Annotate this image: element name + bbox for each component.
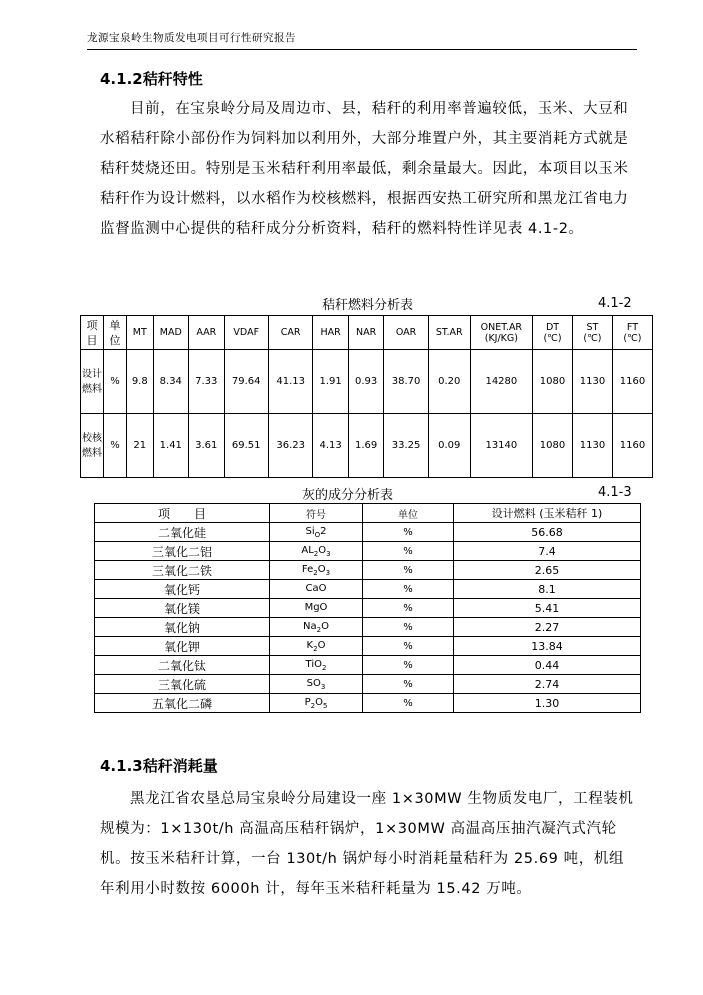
row-label: 校核燃料: [81, 414, 104, 478]
table-row-design-fuel: [81, 350, 653, 414]
row-label: 设计燃料: [81, 350, 104, 414]
cell: 14280: [470, 350, 532, 414]
compound-symbol: MgO: [270, 599, 363, 618]
compound-unit: %: [363, 542, 454, 561]
header-ft: FT (℃): [612, 316, 652, 350]
table-row-check-fuel: [81, 414, 653, 478]
table-header-row: [81, 316, 653, 350]
row-unit: %: [104, 350, 127, 414]
compound-symbol: CaO: [270, 580, 363, 599]
compound-symbol: TiO$_2$: [270, 656, 363, 675]
compound-name: 氧化镁: [95, 599, 270, 618]
table-row: [95, 580, 641, 599]
header-unit: 单位: [104, 316, 127, 350]
cell: 33.25: [384, 414, 428, 478]
cell: 1130: [572, 414, 612, 478]
cell: 8.34: [153, 350, 188, 414]
compound-value: 7.4: [454, 542, 641, 561]
cell: 0.09: [428, 414, 470, 478]
compound-unit: %: [363, 561, 454, 580]
table-row: [95, 618, 641, 637]
compound-unit: %: [363, 656, 454, 675]
header-dt: DT (℃): [533, 316, 573, 350]
table-row: [95, 523, 641, 542]
header-nar: NAR: [348, 316, 383, 350]
cell: 79.64: [224, 350, 268, 414]
paragraph-text: 黑龙江省农垦总局宝泉岭分局建设一座 1×30MW 生物质发电厂，工程装机规模为：1×130t/h 高温高压秸秆锅炉，1×30MW 高温高压抽汽凝汽式汽轮机。按玉米秸秆计算，一台 130t/h 锅炉每小时消耗量秸秆为 25.69 吨，机组年利用小时数按 6000h 计，每年玉米秸秆耗量为 15.42 万吨。: [100, 791, 634, 897]
section-heading-straw-properties: 4.1.2秸秆特性: [100, 70, 203, 88]
header-oar: OAR: [384, 316, 428, 350]
cell: 21: [127, 414, 154, 478]
table-row: [95, 637, 641, 656]
header-mad: MAD: [153, 316, 188, 350]
compound-value: 0.44: [454, 656, 641, 675]
cell: 38.70: [384, 350, 428, 414]
compound-symbol: $Fe_2O_3$: [270, 561, 363, 580]
fuel-analysis-table: [80, 315, 653, 478]
cell: 9.8: [127, 350, 154, 414]
page-header: 龙源宝泉岭生物质发电项目可行性研究报告: [87, 30, 637, 50]
table-header-row: [95, 504, 641, 523]
compound-name: 三氧化二铁: [95, 561, 270, 580]
compound-name: 五氧化二磷: [95, 694, 270, 713]
cell: 1080: [533, 414, 573, 478]
table-row: [95, 675, 641, 694]
header-car: CAR: [268, 316, 312, 350]
cell: 1.69: [348, 414, 383, 478]
header-st: ST (℃): [572, 316, 612, 350]
compound-value: 2.65: [454, 561, 641, 580]
cell: 41.13: [268, 350, 312, 414]
header-aar: AAR: [189, 316, 224, 350]
header-item: 项 目: [95, 504, 270, 523]
table-row: [95, 561, 641, 580]
table2-caption: 灰的成分分析表: [302, 488, 394, 503]
cell: 69.51: [224, 414, 268, 478]
compound-unit: %: [363, 580, 454, 599]
compound-value: 8.1: [454, 580, 641, 599]
table-row: [95, 656, 641, 675]
straw-properties-paragraph: [100, 94, 635, 244]
compound-value: 56.68: [454, 523, 641, 542]
cell: 36.23: [268, 414, 312, 478]
compound-value: 2.27: [454, 618, 641, 637]
table2-number: 4.1-3: [598, 485, 632, 500]
header-symbol: 符号: [270, 504, 363, 523]
section-heading-straw-consumption: 4.1.3秸秆消耗量: [100, 757, 218, 775]
compound-name: 二氧化钛: [95, 656, 270, 675]
table1-caption: 秸秆燃料分析表: [322, 298, 414, 313]
cell: 4.13: [313, 414, 348, 478]
cell: 1160: [612, 350, 652, 414]
compound-unit: %: [363, 694, 454, 713]
header-star: ST.AR: [428, 316, 470, 350]
header-onetar: ONET.AR (KJ/KG): [470, 316, 532, 350]
table1-number: 4.1-2: [598, 296, 632, 311]
straw-consumption-paragraph: [100, 784, 635, 904]
compound-value: 1.30: [454, 694, 641, 713]
compound-name: 二氧化硅: [95, 523, 270, 542]
compound-unit: %: [363, 599, 454, 618]
compound-value: 5.41: [454, 599, 641, 618]
cell: 1080: [533, 350, 573, 414]
cell: 0.93: [348, 350, 383, 414]
header-unit: 单位: [363, 504, 454, 523]
header-item: 项目: [81, 316, 104, 350]
cell: 1.91: [313, 350, 348, 414]
compound-name: 三氧化硫: [95, 675, 270, 694]
ash-analysis-table: [94, 503, 641, 713]
compound-symbol: $SO_3$: [270, 675, 363, 694]
compound-name: 三氧化二铝: [95, 542, 270, 561]
header-har: HAR: [313, 316, 348, 350]
header-vdaf: VDAF: [224, 316, 268, 350]
compound-name: 氧化钠: [95, 618, 270, 637]
cell: 1.41: [153, 414, 188, 478]
compound-name: 氧化钙: [95, 580, 270, 599]
compound-unit: %: [363, 675, 454, 694]
table-row: [95, 694, 641, 713]
cell: 7.33: [189, 350, 224, 414]
row-unit: %: [104, 414, 127, 478]
compound-value: 13.84: [454, 637, 641, 656]
compound-unit: %: [363, 523, 454, 542]
compound-name: 氧化钾: [95, 637, 270, 656]
cell: 1160: [612, 414, 652, 478]
compound-symbol: $P_2O_5$: [270, 694, 363, 713]
compound-symbol: $Na_2O$: [270, 618, 363, 637]
compound-unit: %: [363, 618, 454, 637]
compound-symbol: $AL_2O_3$: [270, 542, 363, 561]
cell: 1130: [572, 350, 612, 414]
paragraph-text: 目前，在宝泉岭分局及周边市、县，秸秆的利用率普遍较低，玉米、大豆和水稻秸秆除小部份作为饲料加以利用外，大部分堆置户外，其主要消耗方式就是秸秆焚烧还田。特别是玉米秸秆利用率最低，剩余量最大。因此，本项目以玉米秸秆作为设计燃料，以水稻作为校核燃料，根据西安热工研究所和黑龙江省电力监督监测中心提供的秸秆成分分析资料，秸秆的燃料特性详见表 4.1-2。: [100, 101, 629, 237]
cell: 13140: [470, 414, 532, 478]
header-mt: MT: [127, 316, 154, 350]
table-row: [95, 599, 641, 618]
header-design-fuel: 设计燃料 (玉米秸秆 1): [454, 504, 641, 523]
compound-symbol: $K_2O$: [270, 637, 363, 656]
cell: 0.20: [428, 350, 470, 414]
compound-unit: %: [363, 637, 454, 656]
table-row: [95, 542, 641, 561]
compound-symbol: $Si_O2$: [270, 523, 363, 542]
compound-value: 2.74: [454, 675, 641, 694]
cell: 3.61: [189, 414, 224, 478]
